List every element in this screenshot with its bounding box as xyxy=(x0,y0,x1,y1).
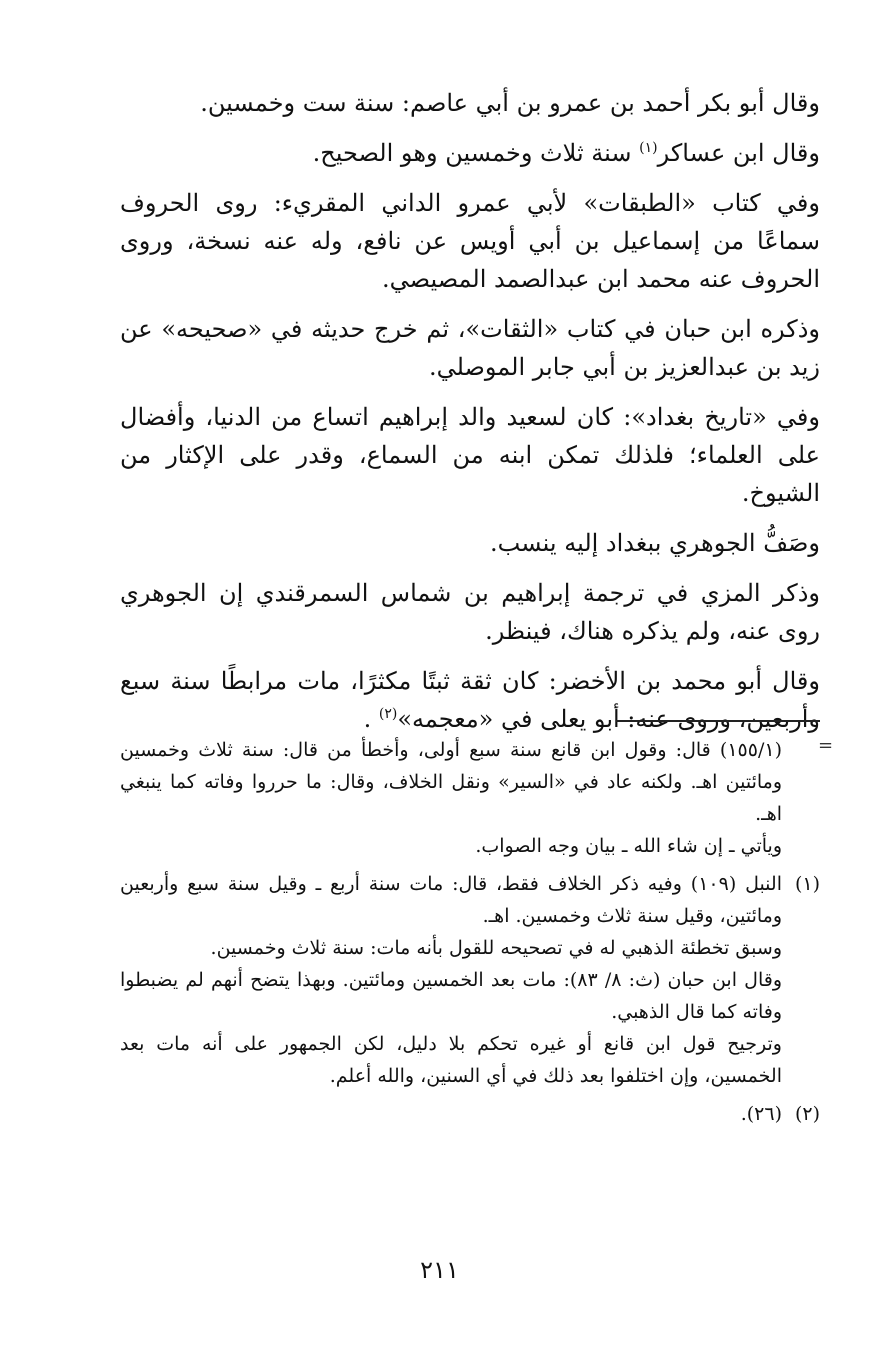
ibn-asakir-rest: سنة ثلاث وخمسين وهو الصحيح. xyxy=(312,139,632,167)
main-paragraph-4: وذكره ابن حبان في كتاب «الثقات»، ثم خرج حديثه في «صحيحه» عن زيد بن عبدالعزيز بن أبي جابر الموصلي. xyxy=(120,315,820,381)
footnote-separator xyxy=(616,720,820,722)
footnote-1-line-3: وقال ابن حبان (ث: ٨/ ٨٣): مات بعد الخمسين ومائتين. وبهذا يتضح أنهم لم يضبطوا وفاته كما قال الذهبي. xyxy=(120,969,782,1023)
footnote-number-1: (١) xyxy=(794,873,820,895)
footnote-continued-body xyxy=(120,734,782,862)
main-paragraph-1: وقال أبو بكر أحمد بن عمرو بن أبي عاصم: سنة ست وخمسين. xyxy=(200,89,820,117)
akhdar-text: وقال أبو محمد بن الأخضر: كان ثقة ثبتًا مكثرًا، مات مرابطًا سنة سبع وأربعين، وروى عنه: أبو يعلى في «معجمه» xyxy=(120,667,820,733)
main-paragraph-3: وفي كتاب «الطبقات» لأبي عمرو الداني المقريء: روى الحروف سماعًا من إسماعيل بن أبي أويس عن نافع، وله عنه نسخة، وروى الحروف عنه محمد ابن عبدالصمد المصيصي. xyxy=(120,189,820,293)
footnote-2-body xyxy=(120,1098,782,1130)
trailing-dot: . xyxy=(363,705,372,733)
footnote-1 xyxy=(120,868,820,1092)
main-paragraph-7: وذكر المزي في ترجمة إبراهيم بن شماس السمرقندي إن الجوهري روى عنه، ولم يذكره هناك، فينظر. xyxy=(120,579,820,645)
footnote-1-line-2: وسبق تخطئة الذهبي له في تصحيحه للقول بأنه مات: سنة ثلاث وخمسين. xyxy=(210,937,782,959)
footnote-ref-1[interactable]: (١) xyxy=(639,140,658,156)
main-paragraph-6: وصَفُّ الجوهري ببغداد إليه ينسب. xyxy=(490,529,820,557)
footnote-ref-2[interactable]: (٢) xyxy=(378,706,398,722)
main-paragraph-5: وفي «تاريخ بغداد»: كان لسعيد والد إبراهيم اتساع من الدنيا، وأفضال على العلماء؛ فلذلك تمكن ابنه من السماع، وقدر على الإكثار من الشيوخ. xyxy=(120,403,820,507)
footnote-2-line-1: (٢٦). xyxy=(740,1103,782,1125)
main-text xyxy=(120,84,820,750)
footnote-1-line-1: النبل (١٠٩) وفيه ذكر الخلاف فقط، قال: مات سنة أربع ـ وقيل سنة سبع وأربعين ومائتين، وقيل سنة ثلاث وخمسين. اهـ. xyxy=(120,873,782,927)
ibn-asakir-text: وقال ابن عساكر xyxy=(657,139,820,167)
footnote-number-2: (٢) xyxy=(794,1103,820,1125)
main-paragraph-2 xyxy=(120,134,820,172)
continuation-mark: = xyxy=(818,735,834,756)
main-paragraph-8 xyxy=(120,662,820,738)
footnote-1-body xyxy=(120,868,782,1092)
footnotes xyxy=(120,734,820,1136)
footnote-1-line-4: وترجيح قول ابن قانع أو غيره تحكم بلا دليل، لكن الجمهور على أنه مات بعد الخمسين، وإن اختلفوا بعد ذلك في أي السنين، والله أعلم. xyxy=(120,1033,782,1087)
page-number: ٢١١ xyxy=(420,1256,459,1284)
footnote-continued xyxy=(120,734,820,862)
footnote-2 xyxy=(120,1098,820,1130)
footnote-continued-line-1: (١٥٥/١) قال: وقول ابن قانع سنة سبع أولى، وأخطأ من قال: سنة ثلاث وخمسين ومائتين اهـ. ولكنه عاد في «السير» ونقل الخلاف، وقال: ما حرروا وفاته كما ينبغي اهـ. xyxy=(120,739,782,825)
footnote-continued-line-2: ويأتي ـ إن شاء الله ـ بيان وجه الصواب. xyxy=(475,835,782,857)
